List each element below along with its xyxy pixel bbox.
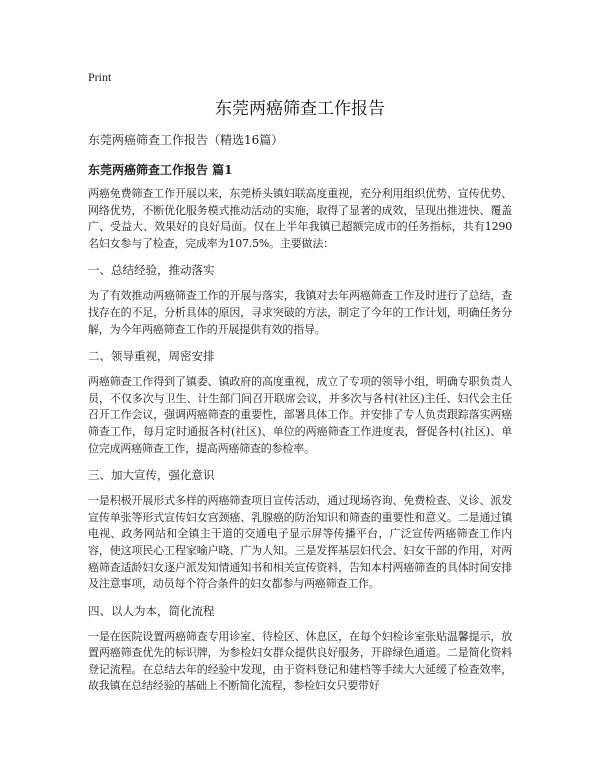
body-paragraph: 两癌筛查工作得到了镇委、镇政府的高度重视，成立了专项的领导小组，明确专职负责人员，不仅多次与卫生、计生部门间召开联席会议，并多次与各村(社区)主任、妇代会主任召开工作会议，强调两癌筛查的重要性，部署具体工作。并安排了专人负责跟踪落实两癌筛查工作，每月定时通报各村(社区)、单位的两癌筛查工作进度表，督促各村(社区)、单位完成两癌筛查工作，提高两癌筛查的参检率。 xyxy=(88,375,512,455)
body-paragraph: 为了有效推动两癌筛查工作的开展与落实，我镇对去年两癌筛查工作及时进行了总结，查找存在的不足，分析具体的原因，寻求突破的方法，制定了今年的工作计划，明确任务分解，为今年两癌筛查工作的开展提供有效的指导。 xyxy=(88,289,512,336)
print-label: Print xyxy=(88,70,112,84)
section-heading: 二、领导重视，周密安排 xyxy=(88,349,215,364)
document-body xyxy=(88,186,512,695)
section-heading: 四、以人为本，简化流程 xyxy=(88,603,215,618)
body-paragraph: 一是积极开展形式多样的两癌筛查项目宣传活动，通过现场咨询、免费检查、义诊、派发宣传单张等形式宣传妇女宫颈癌、乳腺癌的防治知识和筛查的重要性和意义。二是通过镇电视、政务网站和全镇主干道的交通电子显示屏等传播平台，广泛宣传两癌筛查工作内容，使这项民心工程家喻户晓、广为人知。三是发挥基层妇代会、妇女干部的作用，对两癌筛查适龄妇女逐户派发知情通知书和相关宣传资料，告知本村两癌筛查的具体时间安排及注意事项，动员每个符合条件的妇女都参与两癌筛查工作。 xyxy=(88,494,512,591)
document-subtitle: 东莞两癌筛查工作报告（精选16篇） xyxy=(88,133,284,147)
section-title: 东莞两癌筛查工作报告 篇1 xyxy=(88,163,233,177)
body-paragraph: 一是在医院设置两癌筛查专用诊室、待检区、休息区，在每个妇检诊室张贴温馨提示，放置两癌筛查优先的标识牌，为参检妇女群众提供良好服务，开辟绿色通道。二是简化资料登记流程。在总结去年的经验中发现，由于资料登记和建档等手续大大延缓了检查效率，故我镇在总结经验的基础上不断简化流程，参检妇女只要带好 xyxy=(88,629,512,693)
section-heading: 一、总结经验，推动落实 xyxy=(88,263,215,278)
document-title: 东莞两癌筛查工作报告 xyxy=(215,99,385,119)
body-paragraph: 两癌免费筛查工作开展以来，东莞桥头镇妇联高度重视，充分利用组织优势、宣传优势、网络优势，不断优化服务模式推动活动的实施，取得了显著的成效，呈现出推进快、覆盖广、受益大、效果好的良好局面。仅在上半年我镇已超额完成市的任务指标，共有1290名妇女参与了检查，完成率为107.5%。主要做法： xyxy=(88,187,512,250)
section-heading: 三、加大宣传，强化意识 xyxy=(88,468,215,483)
